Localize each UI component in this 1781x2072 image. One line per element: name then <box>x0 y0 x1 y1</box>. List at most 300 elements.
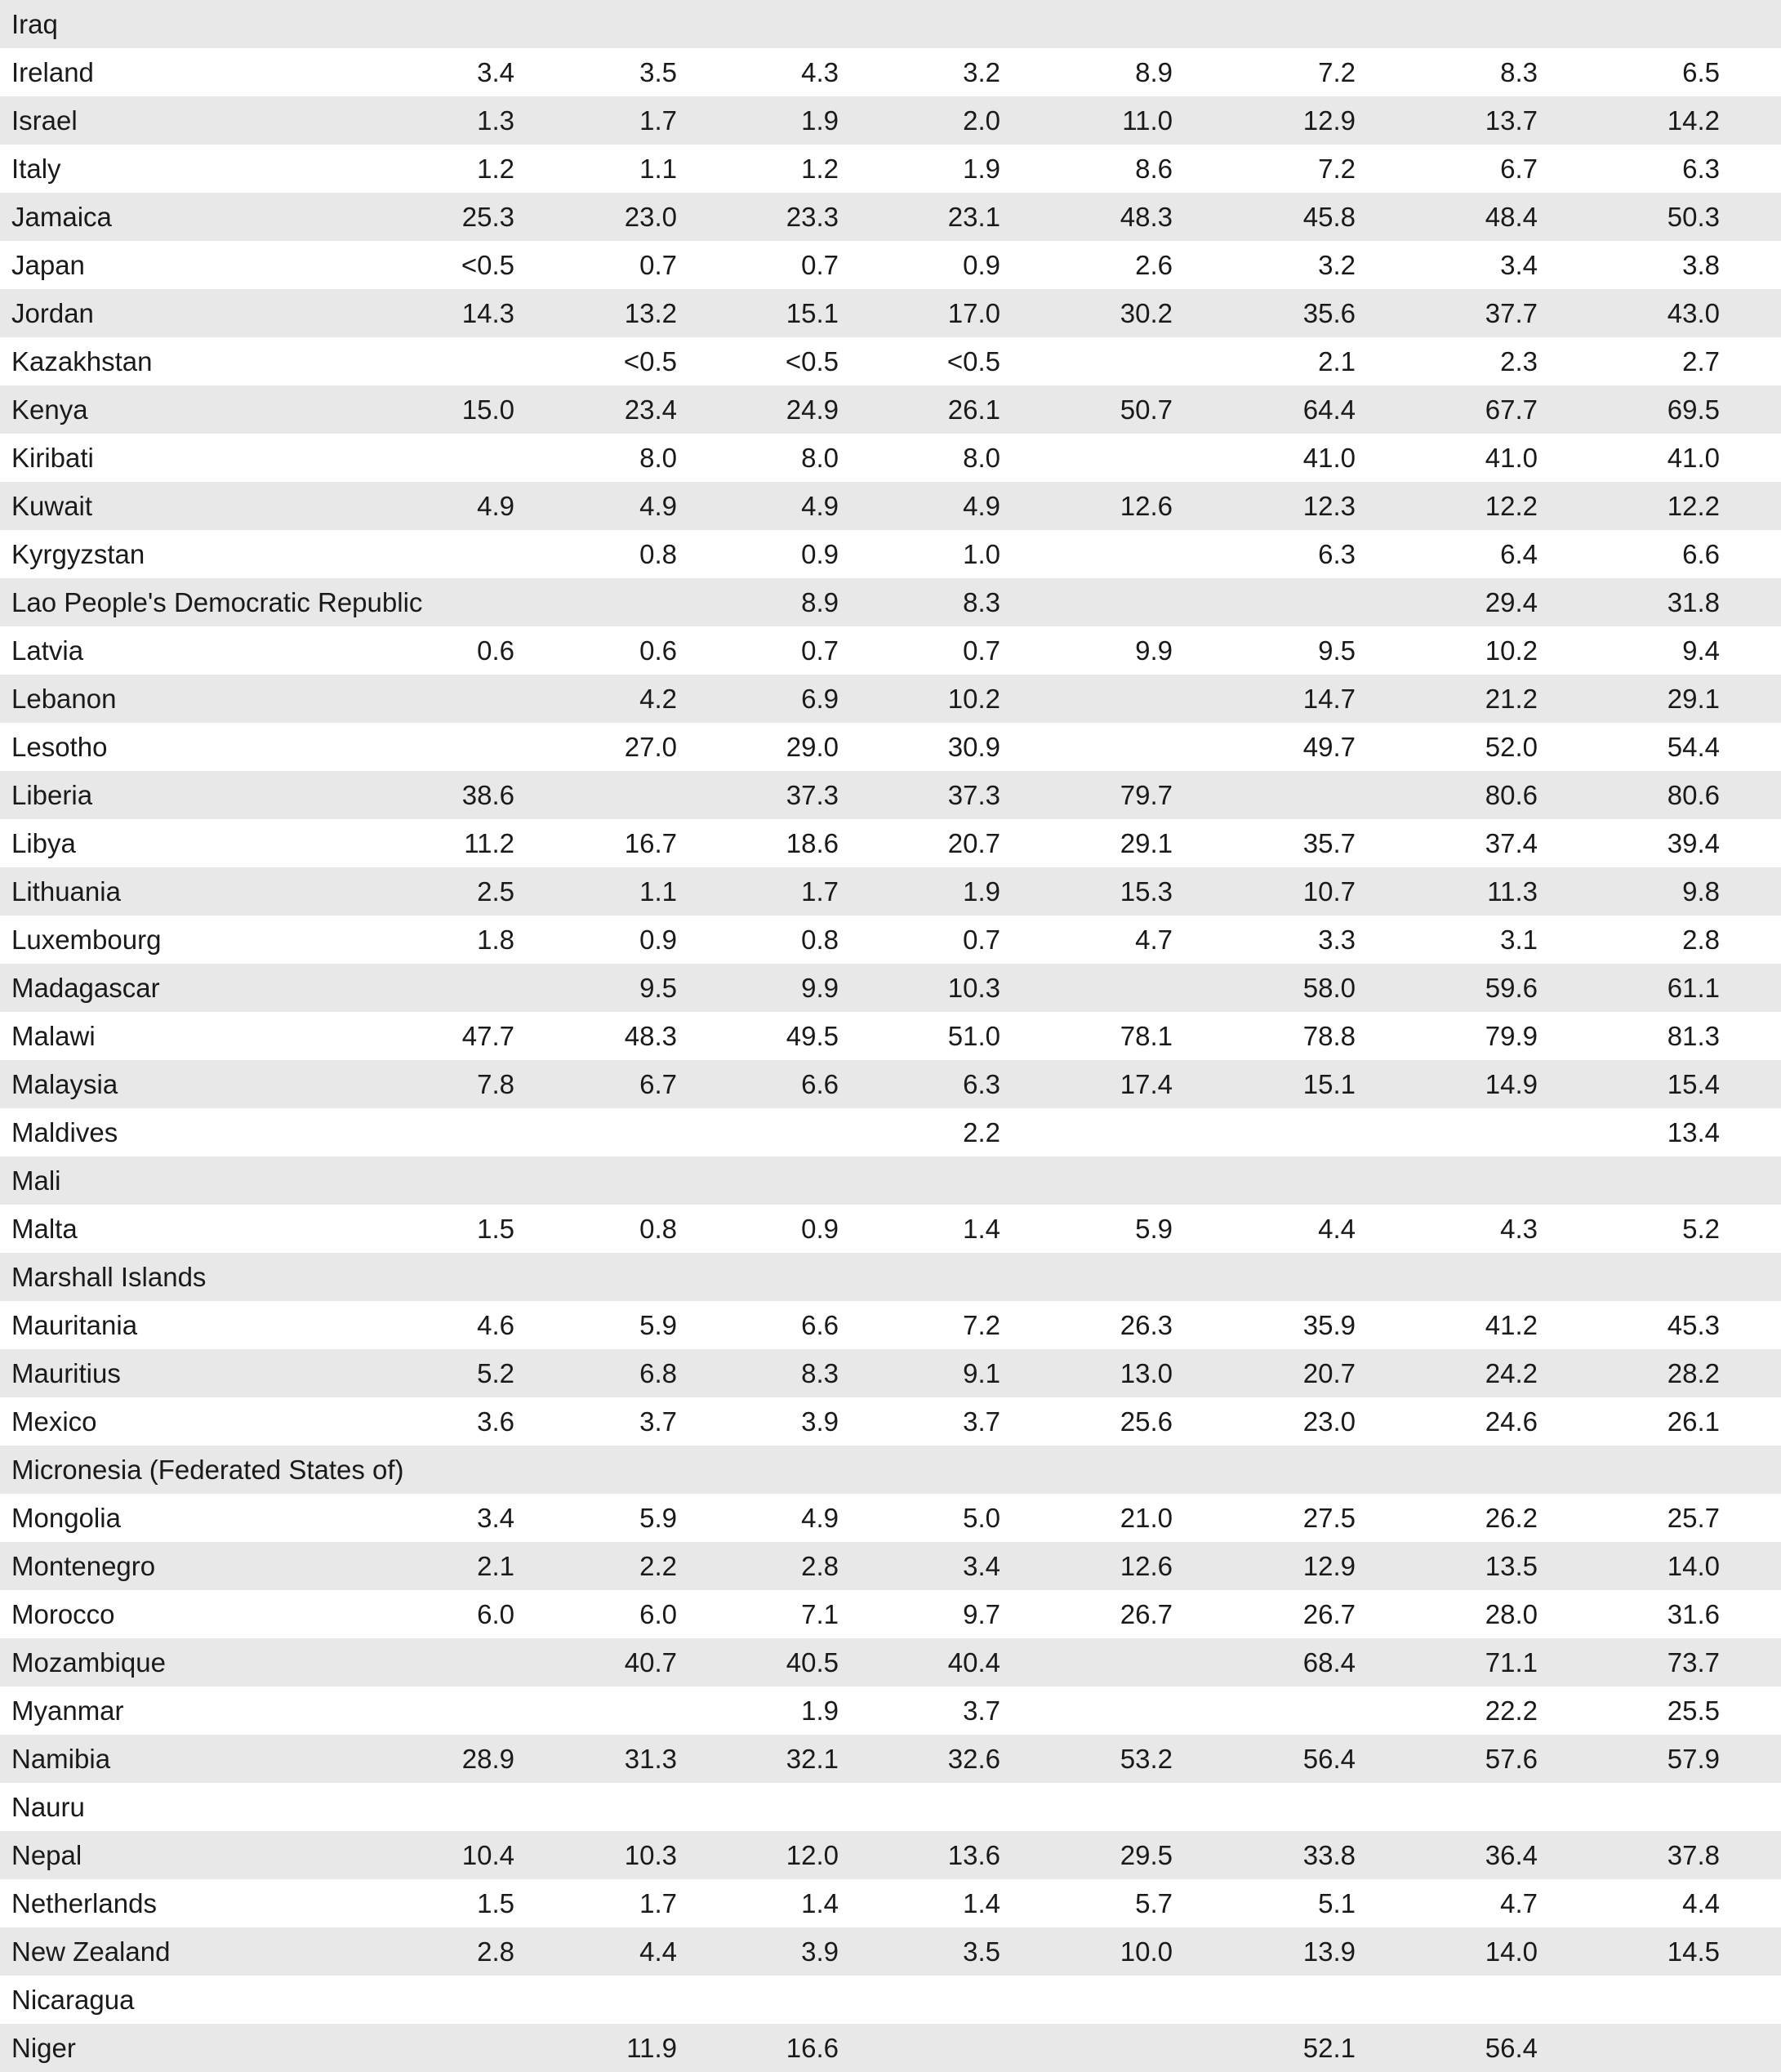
value-cell: 31.8 <box>1667 587 1720 617</box>
value-cell: 4.9 <box>477 491 514 521</box>
table-row <box>0 626 1781 675</box>
value-cell <box>351 0 514 48</box>
value-cell: 27.5 <box>1302 1503 1356 1533</box>
value-cell <box>1009 1687 1173 1735</box>
value-cell: 4.4 <box>639 1936 677 1967</box>
value-cell <box>837 2024 1000 2072</box>
value-cell: 10.4 <box>461 1840 514 1870</box>
country-name: Kuwait <box>11 491 93 521</box>
value-cell: 12.9 <box>1302 1551 1356 1581</box>
value-cell <box>351 530 514 578</box>
country-name: Israel <box>11 105 78 136</box>
value-cell <box>675 1108 839 1156</box>
value-cell: 26.2 <box>1485 1503 1538 1533</box>
table-row <box>0 434 1781 482</box>
value-cell: 0.7 <box>963 635 1000 666</box>
value-cell: <0.5 <box>785 346 839 377</box>
value-cell: 69.5 <box>1667 394 1720 425</box>
value-cell: 4.7 <box>1135 925 1173 955</box>
value-cell: 10.3 <box>624 1840 677 1870</box>
value-cell: 39.4 <box>1667 828 1720 858</box>
value-cell: 47.7 <box>461 1021 514 1051</box>
value-cell: 6.3 <box>963 1069 1000 1099</box>
table-row <box>0 1735 1781 1783</box>
value-cell <box>675 1446 839 1494</box>
value-cell: 21.2 <box>1485 684 1538 714</box>
value-cell: 13.9 <box>1302 1936 1356 1967</box>
value-cell: 25.7 <box>1667 1503 1720 1533</box>
value-cell: 4.9 <box>801 491 839 521</box>
country-name: Kazakhstan <box>11 346 153 377</box>
value-cell: 16.6 <box>786 2033 839 2063</box>
value-cell: 4.7 <box>1500 1888 1538 1918</box>
value-cell: 48.3 <box>624 1021 677 1051</box>
value-cell: 28.0 <box>1485 1599 1538 1629</box>
value-cell: 78.1 <box>1120 1021 1173 1051</box>
value-cell: <0.5 <box>946 346 1000 377</box>
value-cell: 1.3 <box>477 105 514 136</box>
value-cell: 52.1 <box>1302 2033 1356 2063</box>
value-cell <box>1556 0 1720 48</box>
value-cell: 15.1 <box>1302 1069 1356 1099</box>
value-cell <box>351 1783 514 1831</box>
table-row <box>0 289 1781 337</box>
value-cell: 4.2 <box>639 684 677 714</box>
value-cell <box>1192 1108 1356 1156</box>
country-name: Luxembourg <box>11 925 162 955</box>
value-cell: 5.1 <box>1318 1888 1356 1918</box>
value-cell: 5.2 <box>1682 1214 1720 1244</box>
table-row <box>0 1156 1781 1205</box>
table-row <box>0 1494 1781 1542</box>
value-cell: 3.4 <box>477 1503 514 1533</box>
value-cell: 37.3 <box>786 780 839 810</box>
country-name: Micronesia (Federated States of) <box>11 1455 404 1485</box>
value-cell <box>514 1253 677 1301</box>
value-cell <box>1556 1253 1720 1301</box>
value-cell <box>1009 578 1173 626</box>
value-cell: 58.0 <box>1302 973 1356 1003</box>
value-cell: 11.3 <box>1487 876 1538 907</box>
value-cell: 6.9 <box>801 684 839 714</box>
table-row <box>0 1976 1781 2024</box>
value-cell: 6.6 <box>801 1310 839 1340</box>
value-cell: 45.8 <box>1302 202 1356 232</box>
table-row <box>0 96 1781 145</box>
value-cell: 64.4 <box>1302 394 1356 425</box>
value-cell: 29.0 <box>786 732 839 762</box>
table-row <box>0 1108 1781 1156</box>
value-cell: 14.2 <box>1667 105 1720 136</box>
value-cell: 6.0 <box>477 1599 514 1629</box>
value-cell: 3.6 <box>477 1406 514 1437</box>
table-row <box>0 723 1781 771</box>
value-cell: 3.5 <box>963 1936 1000 1967</box>
value-cell <box>1374 0 1538 48</box>
value-cell: 14.5 <box>1667 1936 1720 1967</box>
value-cell <box>1192 1156 1356 1205</box>
value-cell: 16.7 <box>624 828 677 858</box>
value-cell: 80.6 <box>1667 780 1720 810</box>
value-cell: 32.1 <box>786 1744 839 1774</box>
value-cell <box>351 1638 514 1687</box>
value-cell: 25.3 <box>461 202 514 232</box>
value-cell: 1.1 <box>639 876 677 907</box>
value-cell: 17.4 <box>1120 1069 1173 1099</box>
value-cell: 25.6 <box>1120 1406 1173 1437</box>
country-name: Mongolia <box>11 1503 121 1533</box>
value-cell: 14.0 <box>1667 1551 1720 1581</box>
value-cell: 40.5 <box>786 1647 839 1678</box>
value-cell: 56.4 <box>1485 2033 1538 2063</box>
value-cell: 12.6 <box>1120 1551 1173 1581</box>
country-name: Liberia <box>11 780 93 810</box>
value-cell: 41.0 <box>1485 443 1538 473</box>
value-cell <box>837 0 1000 48</box>
country-name: Namibia <box>11 1744 111 1774</box>
value-cell <box>514 0 677 48</box>
value-cell <box>1009 964 1173 1012</box>
value-cell: 3.8 <box>1682 250 1720 280</box>
country-name: New Zealand <box>11 1936 171 1967</box>
value-cell: 78.8 <box>1302 1021 1356 1051</box>
value-cell: 32.6 <box>947 1744 1000 1774</box>
value-cell: 3.2 <box>1318 250 1356 280</box>
value-cell <box>351 2024 514 2072</box>
value-cell <box>514 1783 677 1831</box>
value-cell: 8.0 <box>801 443 839 473</box>
country-name: Mali <box>11 1165 61 1196</box>
table-row <box>0 1590 1781 1638</box>
value-cell: 24.9 <box>786 394 839 425</box>
value-cell: 23.1 <box>947 202 1000 232</box>
value-cell: 1.9 <box>801 1695 839 1726</box>
value-cell: 3.9 <box>801 1936 839 1967</box>
value-cell: 14.7 <box>1302 684 1356 714</box>
value-cell <box>1009 1253 1173 1301</box>
value-cell <box>1009 1156 1173 1205</box>
value-cell: 10.7 <box>1302 876 1356 907</box>
table-row <box>0 1012 1781 1060</box>
value-cell: 8.0 <box>639 443 677 473</box>
country-name: Kiribati <box>11 443 94 473</box>
table-row <box>0 145 1781 193</box>
value-cell: 24.6 <box>1485 1406 1538 1437</box>
value-cell: 12.9 <box>1302 105 1356 136</box>
value-cell: 8.3 <box>801 1358 839 1388</box>
value-cell: 14.9 <box>1485 1069 1538 1099</box>
value-cell: 1.8 <box>477 925 514 955</box>
value-cell: 9.9 <box>801 973 839 1003</box>
value-cell: 3.7 <box>963 1695 1000 1726</box>
value-cell <box>1192 0 1356 48</box>
value-cell: 43.0 <box>1667 298 1720 328</box>
value-cell: 0.8 <box>639 1214 677 1244</box>
country-name: Mexico <box>11 1406 97 1437</box>
value-cell: 45.3 <box>1667 1310 1720 1340</box>
value-cell: 2.1 <box>477 1551 514 1581</box>
value-cell: 9.5 <box>1318 635 1356 666</box>
value-cell: 40.7 <box>624 1647 677 1678</box>
value-cell: 0.7 <box>639 250 677 280</box>
value-cell: 4.4 <box>1318 1214 1356 1244</box>
value-cell: 0.9 <box>963 250 1000 280</box>
value-cell: 41.2 <box>1485 1310 1538 1340</box>
value-cell <box>351 723 514 771</box>
value-cell <box>351 1156 514 1205</box>
value-cell <box>351 1446 514 1494</box>
country-name: Mauritius <box>11 1358 121 1388</box>
value-cell: 9.4 <box>1682 635 1720 666</box>
value-cell: 30.9 <box>947 732 1000 762</box>
value-cell: 50.3 <box>1667 202 1720 232</box>
value-cell: 48.3 <box>1120 202 1173 232</box>
value-cell <box>1556 1156 1720 1205</box>
value-cell: 1.5 <box>477 1214 514 1244</box>
value-cell: 13.5 <box>1485 1551 1538 1581</box>
value-cell: 1.7 <box>639 105 677 136</box>
value-cell: 2.5 <box>477 876 514 907</box>
value-cell: 2.2 <box>963 1117 1000 1147</box>
value-cell <box>514 1446 677 1494</box>
value-cell: 51.0 <box>947 1021 1000 1051</box>
value-cell: 2.2 <box>639 1551 677 1581</box>
value-cell <box>1556 1976 1720 2024</box>
value-cell: 7.8 <box>477 1069 514 1099</box>
value-cell: 0.9 <box>801 539 839 569</box>
value-cell: 5.9 <box>639 1503 677 1533</box>
value-cell: 8.3 <box>963 587 1000 617</box>
value-cell: 5.2 <box>477 1358 514 1388</box>
value-cell: 6.0 <box>639 1599 677 1629</box>
table-row <box>0 1638 1781 1687</box>
value-cell: 28.9 <box>461 1744 514 1774</box>
value-cell <box>1009 1976 1173 2024</box>
value-cell: 0.8 <box>801 925 839 955</box>
value-cell: 20.7 <box>1302 1358 1356 1388</box>
value-cell: 56.4 <box>1302 1744 1356 1774</box>
value-cell: 29.4 <box>1485 587 1538 617</box>
value-cell: 23.4 <box>624 394 677 425</box>
value-cell: 80.6 <box>1485 780 1538 810</box>
value-cell: 2.8 <box>477 1936 514 1967</box>
country-name: Netherlands <box>11 1888 157 1918</box>
value-cell: 11.2 <box>464 828 514 858</box>
value-cell: 1.5 <box>477 1888 514 1918</box>
value-cell: 26.7 <box>1302 1599 1356 1629</box>
value-cell: 2.0 <box>963 105 1000 136</box>
value-cell: 4.9 <box>801 1503 839 1533</box>
value-cell: 8.0 <box>963 443 1000 473</box>
value-cell: 6.7 <box>639 1069 677 1099</box>
value-cell: 2.7 <box>1682 346 1720 377</box>
value-cell: 29.1 <box>1120 828 1173 858</box>
country-name: Malta <box>11 1214 78 1244</box>
country-name: Iraq <box>11 9 58 39</box>
country-name: Madagascar <box>11 973 160 1003</box>
value-cell: 9.1 <box>963 1358 1000 1388</box>
value-cell: 37.7 <box>1485 298 1538 328</box>
value-cell: 79.9 <box>1485 1021 1538 1051</box>
value-cell: 3.7 <box>639 1406 677 1437</box>
value-cell: 25.5 <box>1667 1695 1720 1726</box>
value-cell: 3.3 <box>1318 925 1356 955</box>
value-cell: 22.2 <box>1485 1695 1538 1726</box>
value-cell: 3.7 <box>963 1406 1000 1437</box>
value-cell: 21.0 <box>1120 1503 1173 1533</box>
value-cell <box>1009 675 1173 723</box>
table-row <box>0 1253 1781 1301</box>
value-cell: 0.7 <box>801 635 839 666</box>
table-row <box>0 1542 1781 1590</box>
value-cell: 12.3 <box>1302 491 1356 521</box>
value-cell: 15.3 <box>1120 876 1173 907</box>
country-name: Marshall Islands <box>11 1262 207 1292</box>
value-cell <box>351 578 514 626</box>
value-cell: 12.0 <box>786 1840 839 1870</box>
value-cell: 0.9 <box>801 1214 839 1244</box>
value-cell: 40.4 <box>947 1647 1000 1678</box>
table-row <box>0 48 1781 96</box>
country-name: Mauritania <box>11 1310 138 1340</box>
value-cell: 29.5 <box>1120 1840 1173 1870</box>
country-name: Niger <box>11 2033 76 2063</box>
value-cell: 0.8 <box>639 539 677 569</box>
value-cell: 23.0 <box>1302 1406 1356 1437</box>
value-cell: 13.6 <box>947 1840 1000 1870</box>
country-name: Ireland <box>11 57 94 87</box>
value-cell: 3.4 <box>963 1551 1000 1581</box>
country-name: Lithuania <box>11 876 121 907</box>
table-row <box>0 916 1781 964</box>
value-cell: 13.4 <box>1667 1117 1720 1147</box>
value-cell: 59.6 <box>1485 973 1538 1003</box>
table-row <box>0 1687 1781 1735</box>
value-cell: 1.0 <box>963 539 1000 569</box>
value-cell: 8.9 <box>801 587 839 617</box>
table-row <box>0 964 1781 1012</box>
table-row <box>0 241 1781 289</box>
table-row <box>0 385 1781 434</box>
value-cell <box>1009 337 1173 385</box>
value-cell <box>1009 1108 1173 1156</box>
value-cell <box>514 1687 677 1735</box>
value-cell: 37.4 <box>1485 828 1538 858</box>
value-cell <box>1009 0 1173 48</box>
value-cell <box>675 1783 839 1831</box>
country-name: Nauru <box>11 1792 85 1822</box>
value-cell <box>1192 771 1356 819</box>
value-cell: 5.0 <box>963 1503 1000 1533</box>
value-cell: 23.0 <box>624 202 677 232</box>
country-name: Malaysia <box>11 1069 118 1099</box>
value-cell: 9.5 <box>639 973 677 1003</box>
value-cell <box>1192 1783 1356 1831</box>
value-cell: 1.4 <box>801 1888 839 1918</box>
value-cell: 2.6 <box>1135 250 1173 280</box>
value-cell: 5.7 <box>1135 1888 1173 1918</box>
country-name: Malawi <box>11 1021 96 1051</box>
value-cell: 14.0 <box>1485 1936 1538 1967</box>
value-cell: 0.7 <box>801 250 839 280</box>
value-cell: 1.7 <box>639 1888 677 1918</box>
value-cell: 31.3 <box>624 1744 677 1774</box>
table-row <box>0 1060 1781 1108</box>
value-cell: 37.8 <box>1667 1840 1720 1870</box>
value-cell: 52.0 <box>1485 732 1538 762</box>
value-cell: 12.2 <box>1667 491 1720 521</box>
value-cell <box>351 1108 514 1156</box>
value-cell: 10.0 <box>1120 1936 1173 1967</box>
value-cell <box>1009 530 1173 578</box>
value-cell: 10.2 <box>1485 635 1538 666</box>
value-cell <box>837 1253 1000 1301</box>
value-cell: 17.0 <box>947 298 1000 328</box>
value-cell <box>1192 1253 1356 1301</box>
value-cell <box>351 434 514 482</box>
value-cell: 4.4 <box>1682 1888 1720 1918</box>
country-name: Japan <box>11 250 85 280</box>
country-name: Nicaragua <box>11 1985 135 2015</box>
value-cell: 6.3 <box>1682 154 1720 184</box>
value-cell: 4.9 <box>639 491 677 521</box>
value-cell: 49.7 <box>1302 732 1356 762</box>
value-cell: 15.4 <box>1667 1069 1720 1099</box>
value-cell <box>1556 1446 1720 1494</box>
table-row <box>0 1927 1781 1976</box>
value-cell <box>514 771 677 819</box>
country-name: Lao People's Democratic Republic <box>11 587 423 617</box>
value-cell: 0.7 <box>963 925 1000 955</box>
value-cell <box>351 1253 514 1301</box>
value-cell: 26.3 <box>1120 1310 1173 1340</box>
value-cell: 6.7 <box>1500 154 1538 184</box>
value-cell: 73.7 <box>1667 1647 1720 1678</box>
value-cell: 0.6 <box>477 635 514 666</box>
table-row <box>0 675 1781 723</box>
value-cell <box>1374 1976 1538 2024</box>
value-cell: 3.2 <box>963 57 1000 87</box>
value-cell: 57.6 <box>1485 1744 1538 1774</box>
table-row <box>0 1831 1781 1879</box>
value-cell: 29.1 <box>1667 684 1720 714</box>
country-name: Mozambique <box>11 1647 166 1678</box>
value-cell: 0.9 <box>639 925 677 955</box>
value-cell: 5.9 <box>639 1310 677 1340</box>
value-cell: 12.6 <box>1120 491 1173 521</box>
value-cell <box>351 337 514 385</box>
table-row <box>0 1205 1781 1253</box>
value-cell: 2.8 <box>1682 925 1720 955</box>
country-name: Lesotho <box>11 732 108 762</box>
value-cell: 53.2 <box>1120 1744 1173 1774</box>
value-cell: 13.0 <box>1120 1358 1173 1388</box>
value-cell: 18.6 <box>786 828 839 858</box>
value-cell <box>1009 723 1173 771</box>
country-name: Maldives <box>11 1117 118 1147</box>
table-row <box>0 1879 1781 1927</box>
value-cell: 54.4 <box>1667 732 1720 762</box>
value-cell: 5.9 <box>1135 1214 1173 1244</box>
country-name: Montenegro <box>11 1551 156 1581</box>
value-cell: 8.9 <box>1135 57 1173 87</box>
value-cell <box>351 964 514 1012</box>
value-cell: 1.9 <box>963 154 1000 184</box>
value-cell: 26.1 <box>1667 1406 1720 1437</box>
value-cell: 2.1 <box>1318 346 1356 377</box>
value-cell: 28.2 <box>1667 1358 1720 1388</box>
value-cell: 6.8 <box>639 1358 677 1388</box>
